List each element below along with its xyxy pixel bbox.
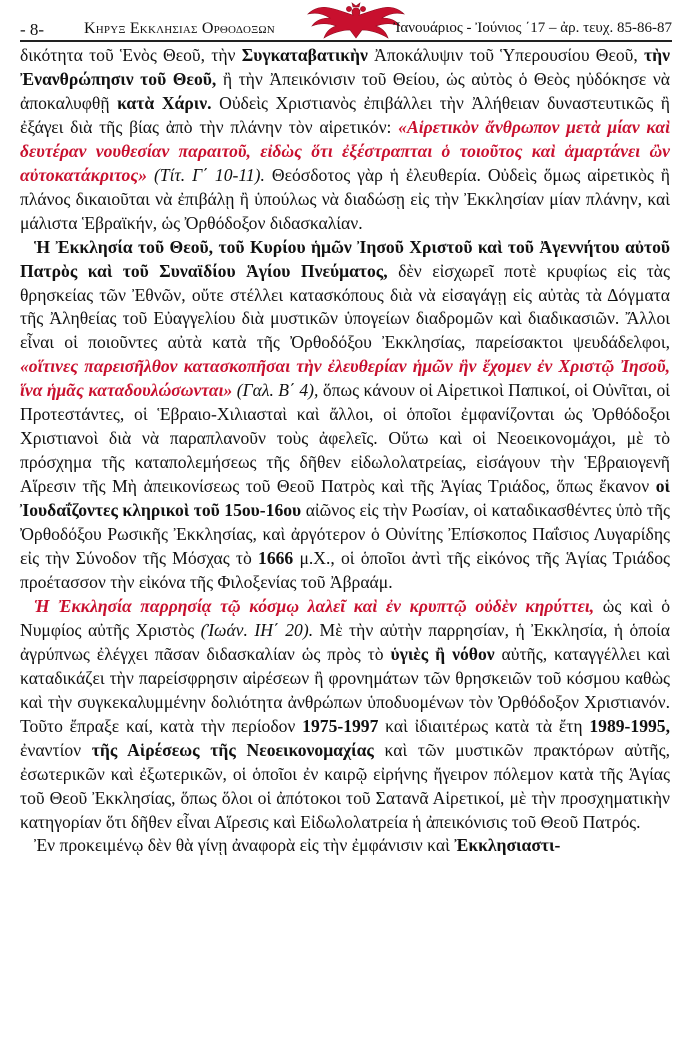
scripture-reference: (Ἰωάν. ΙΗ΄ 20).	[200, 619, 314, 640]
page-header	[20, 0, 672, 42]
issue-date: Ἰανουάριος - Ἰούνιος ΄17 – ἀρ. τευχ. 85-86-87	[393, 20, 672, 36]
paragraph-1: δικότητα τοῦ Ἑνὸς Θεοῦ, τὴν Συγκαταβατικὴν Ἀποκάλυψιν τοῦ Ὑπερουσίου Θεοῦ, τὴν Ἐνανθρώπησιν τοῦ Θεοῦ, ἢ τὴν Ἀπεικόνισιν τοῦ Θείου, ὡς αὐτὸς ὁ Θεὸς ηὐδόκησε νὰ ἀποκαλυφθῇ κατὰ Χάριν. Οὐδεὶς Χριστιανὸς ἐπιβάλλει τὴν Ἀλήθειαν δυναστευτικῶς ἢ ἐξάγει διὰ τῆς βίας ἀπὸ τὴν πλάνην τὸν αἱρετικόν: «Αἱρετικὸν ἄνθρωπον μετὰ μίαν καὶ δευτέραν νουθεσίαν παραιτοῦ, εἰδὼς ὅτι ἐξέστραπται ὁ τοιοῦτος καὶ ἁμαρτάνει ὢν αὐτοκατάκριτος» (Τίτ. Γ΄ 10-11). Θεόσδοτος γὰρ ἡ ἐλευθερία. Οὐδεὶς ὅμως αἱρετικὸς ἢ πλάνος δικαιοῦται νὰ ἐπιβάλῃ ἢ ὑπούλως νὰ διαδώσῃ εἰς τὴν Ἐκκλησίαν μίαν πλάνην, καὶ μάλιστα Ἑβραϊκήν, ὡς Ὀρθόδοξον διδασκαλίαν.	[20, 45, 671, 233]
paragraph-4: Ἐν προκειμένῳ δὲν θὰ γίνῃ ἀναφορὰ εἰς τὴν ἐμφάνισιν καὶ Ἐκκλησιαστι-	[34, 835, 561, 856]
scripture-quote: «Αἱρετικὸν ἄνθρωπον μετὰ μίαν καὶ δευτέραν νουθεσίαν παραιτοῦ, εἰδὼς ὅτι ἐξέστραπται ὁ τοιοῦτος καὶ ἁμαρτάνει ὢν αὐτοκατάκριτος»	[20, 116, 670, 185]
scripture-quote: «οἵτινες παρεισῆλθον κατασκοπῆσαι τὴν ἐλευθερίαν ἡμῶν ἣν ἔχομεν ἐν Χριστῷ Ἰησοῦ, ἵνα ἡμᾶς καταδουλώσωνται»	[20, 356, 670, 401]
paragraph-3: Ἡ Ἐκκλησία παρρησίᾳ τῷ κόσμῳ λαλεῖ καὶ ἐν κρυπτῷ οὐδὲν κηρύττει, ὡς καὶ ὁ Νυμφίος αὐτῆς Χριστὸς (Ἰωάν. ΙΗ΄ 20). Μὲ τὴν αὐτὴν παρρησίαν, ἡ Ἐκκλησία, ἡ ὁποία ἀγρύπνως ἐλέγχει πᾶσαν διδασκαλίαν ὡς πρὸς τὸ ὑγιὲς ἢ νόθον αὐτῆς, καταγγέλλει καὶ καταδικάζει τὴν παρείσφρησιν αἱρέσεων ἢ φρονημάτων τῶν θρησκειῶν τοῦ κόσμου καθὼς καὶ τὴν συγκεκαλυμμένην δολιότητα ἀνθρώπων ὑποδυομένων τὸν Ὀρθόδοξον Χριστιανόν. Τοῦτο ἔπραξε καί, κατὰ τὴν περίοδον 1975-1997 καὶ ἰδιαιτέρως κατὰ τὰ ἔτη 1989-1995, ἐναντίον τῆς Αἱρέσεως τῆς Νεοεικονομαχίας καὶ τῶν μυστικῶν πρακτόρων αὐτῆς, ἐσωτερικῶν καὶ ἐξωτερικῶν, οἱ ὁποῖοι ἐν καιρῷ εἰρήνης ἤγειρον πόλεμον κατὰ τῆς Ἁγίας τοῦ Θεοῦ Ἐκκλησίας, ὅπως ὅλοι οἱ ἀπότοκοι τοῦ Σατανᾶ Αἱρετικοί, μὲ τὴν προσχηματικὴν κατηγορίαν ὅτι δῆθεν εἶναι Αἵρεσις καὶ Εἰδωλολατρεία ἡ ἀπεικόνισις τοῦ Θεοῦ Πατρός.	[20, 595, 671, 832]
paragraph-2: Ἡ Ἐκκλησία τοῦ Θεοῦ, τοῦ Κυρίου ἡμῶν Ἰησοῦ Χριστοῦ καὶ τοῦ Ἀγεννήτου αὐτοῦ Πατρὸς καὶ τοῦ Συναϊδίου Ἁγίου Πνεύματος, δὲν εἰσχωρεῖ ποτὲ κρυφίως εἰς τὰς θρησκείας τῶν Ἐθνῶν, οὔτε στέλλει κατασκόπους διὰ νὰ εἰσαγάγῃ εἰς αὐτὰς τὰ Δόγματα τῆς Ἀληθείας τοῦ Εὐαγγελίου διὰ μυστικῶν ὑπογείων διαδρομῶν καὶ διαδικασιῶν. Ἄλλοι εἶναι οἱ ποιοῦντες αὐτὰ κατὰ τῆς Ὀρθοδόξου Ἐκκλησίας, παρείσακτοι ψευδάδελφοι, «οἵτινες παρεισῆλθον κατασκοπῆσαι τὴν ἐλευθερίαν ἡμῶν ἣν ἔχομεν ἐν Χριστῷ Ἰησοῦ, ἵνα ἡμᾶς καταδουλώσωνται» (Γαλ. Β΄ 4), ὅπως κάνουν οἱ Αἱρετικοὶ Παπικοί, οἱ Οὐνῖται, οἱ Προτεστάντες, οἱ Ἑβραιο-Χιλιασταὶ καὶ ἄλλοι, οἱ ὁποῖοι ἐμφανίζονται ὡς Ὀρθόδοξοι Χριστιανοὶ διὰ νὰ παραπλανοῦν τοὺς ἀφελεῖς. Οὕτω καὶ οἱ Νεοεικονομάχοι, μὲ τὸ πρόσχημα τῆς καταπολεμήσεως τῆς δῆθεν εἰδωλολατρείας, εἰσάγουν τὴν Ἑβραιογενῆ Αἵρεσιν τῆς Μὴ ἀπεικονίσεως τοῦ Θεοῦ Πατρὸς καὶ τῆς Ἁγίας Τριάδος, ὅπως ἔκανον οἱ Ἰουδαΐζοντες κληρικοὶ τοῦ 15ου-16ου αἰῶνος εἰς τὴν Ρωσίαν, οἱ καταδικασθέντες ὑπὸ τῆς Ὀρθοδόξου Ρωσικῆς Ἐκκλησίας, καὶ ἀργότερον ὁ Οὐνίτης Ἐπίσκοπος Παΐσιος Λυγαρίδης εἰς τὴν Σύνοδον τῆς Μόσχας τὸ 1666 μ.Χ., οἱ ὁποῖοι ἀντὶ τῆς εἰκόνος τῆς Ἁγίας Τριάδος προέτασσον τὴν εἰκόνα τῆς Φιλοξενίας τοῦ Ἀβραάμ.	[20, 236, 670, 592]
article-body	[20, 44, 670, 858]
page-number: - 8-	[20, 20, 45, 39]
scripture-reference: (Γαλ. Β΄ 4),	[232, 380, 319, 401]
scripture-reference: (Τίτ. Γ΄ 10-11).	[147, 164, 265, 185]
publication-title: Κηρυξ Εκκλησιας Ορθοδοξων	[84, 20, 275, 37]
scripture-quote: Ἡ Ἐκκλησία παρρησίᾳ τῷ κόσμῳ λαλεῖ καὶ ἐν κρυπτῷ οὐδὲν κηρύττει,	[34, 595, 595, 616]
